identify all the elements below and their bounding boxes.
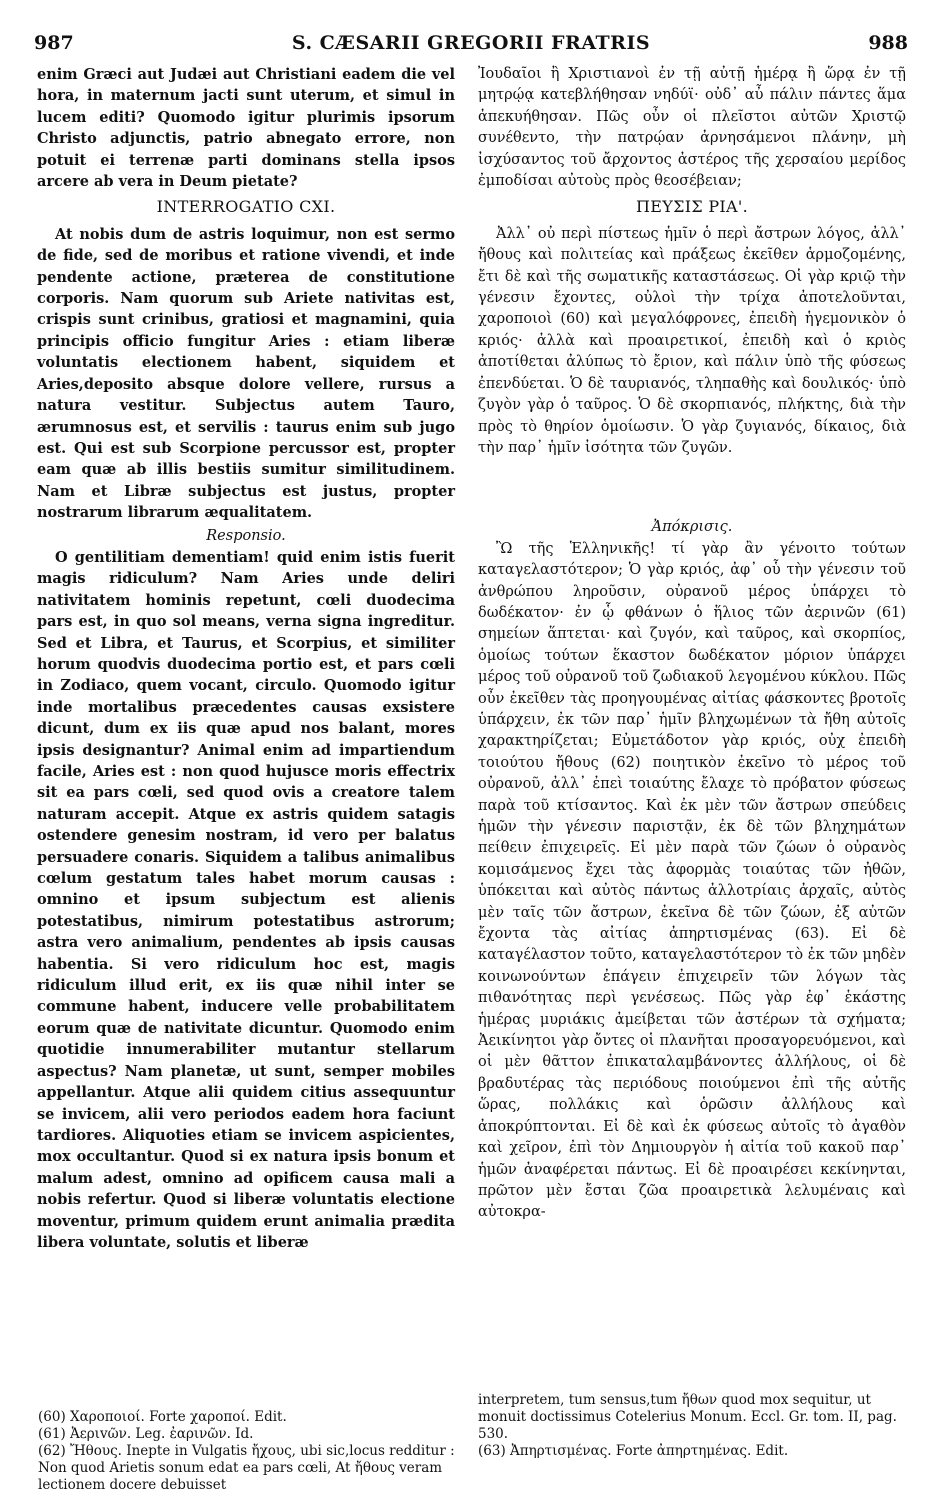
page-header	[34, 30, 908, 60]
footnotes-left	[38, 1409, 456, 1494]
latin-intro: enim Græci aut Judæi aut Christiani eadem die vel hora, in maternum jacti sunt uterum, et simul in lucem editi? Quomodo igitur plurimis ipsorum Christo adjunctis, patrio abnegato errore, non potuit ei terrenæ parti dominans stella ipsos arcere ab vera in Deum pietate?	[37, 66, 455, 191]
footnote-continuation: interpretem, tum sensus,tum ἤθων quod mox sequitur, ut monuit doctissimus Cotelerius Monum. Eccl. Gr. tom. II, pag. 530.	[478, 1392, 897, 1442]
footnote: (60) Χαροποιοί. Forte χαροποί. Edit.	[38, 1409, 287, 1425]
footnotes-right	[478, 1392, 906, 1460]
greek-intro: Ἰουδαῖοι ἢ Χριστιανοὶ ἐν τῇ αὐτῇ ἡμέρᾳ ἢ ὥρᾳ ἐν τῇ μητρῴᾳ κατεβλήθησαν νηδύϊ· οὐδ᾽ αὖ πάλιν πάντες ἅμα ἀπεκυήθησαν. Πῶς οὖν οἱ πλεῖστοι αὐτῶν Χριστῷ συνέθεντο, τὴν πατρῴαν ἀρνησάμενοι πλάνην, μὴ ἰσχύσαντος τοῦ ἄρχοντος ἀστέρος τῆς χερσαίου μερίδος ἐμποδίσαι αὐτοὺς πρὸς θεοσέβειαν;	[478, 66, 906, 190]
greek-response-text: Ὢ τῆς Ἑλληνικῆς! τί γὰρ ἂν γένοιτο τούτων καταγελαστότερον; Ὁ γὰρ κριός, ἀφ᾽ οὗ τὴν γένεσιν τοῦ ἀνθρώπου ληροῦσιν, οὐρανοῦ μέρος ὑπάρχει τὸ δωδέκατον· ἐν ᾧ φθάνων ὁ ἥλιος τῶν ἀερινῶν (61) σημείων ἅπτεται· καὶ ζυγόν, καὶ ταῦρος, καὶ σκορπίος, ὁμοίως τούτων ἕκαστον δωδέκατον μόριον ὑπάρχει μέρος τοῦ οὐρανοῦ τοῦ ζωδιακοῦ λεγομένου κύκλου. Πῶς οὖν ἐκεῖθεν τὰς προηγουμένας αἰτίας φάσκοντες βροτοῖς ὑπάρχειν, ἐκ τῶν παρ᾽ ἡμῖν βληχωμένων τὰ ἤθη αὐτοῖς χαρακτηρίζεται; Εὐμετάδοτον γὰρ κριός, οὐχ ἐπειδὴ τοιούτου ἤθους (62) ποιητικὸν ἐκεῖνο τὸ μέρος τοῦ οὐρανοῦ, ἀλλ᾽ ἐπεὶ τοιαύτης ἔλαχε τὸ πρόβατον φύσεως παρὰ τοῦ κτίσαντος. Καὶ ἐκ μὲν τῶν ἄστρων σπεύδεις ἡμῶν τὴν γένεσιν παριστᾷν, ἐκ δὲ τῶν βληχημάτων πείθειν ἐπιχειρεῖς. Εἰ μὲν παρὰ τῶν ζώων ὁ οὐρανὸς κομισάμενος ἔχει τὰς ἀφορμὰς τοιαύτας τῶν ἠθῶν, ὑπόκειται καὶ αὐτὸς πάντως ἀλλοτρίαις ἀρχαῖς, αὐτὸς μὲν ταῖς τῶν ἄστρων, ἐκεῖνα δὲ τῶν ζώων, ἐξ αὐτῶν ἔχοντα τὰς αἰτίας ἀπηρτισμένας (63). Εἰ δὲ καταγέλαστον τοῦτο, καταγελαστότερον τὸ ἐκ τῶν μηδὲν κοινωνούντων ἐπάγειν ἐπιχειρεῖν τῶν λόγων τὰς πιθανότητας περὶ γενέσεως. Πῶς γὰρ ἐφ᾽ ἑκάστης ἡμέρας μυριάκις ἀμείβεται τῶν ἀστέρων τὰ σχήματα; Ἀεικίνητοι γὰρ ὄντες οἱ πλανῆται προσαγορευόμενοι, καὶ οἱ μὲν θᾶττον ἐπικαταλαμβάνοντες ἀλλήλους, οἱ δὲ βραδυτέρας τὰς περιόδους ποιούμενοι ἐπὶ τῆς αὐτῆς ὥρας, πολλάκις καὶ ὁρῶσιν ἀλλήλους καὶ ἀποκρύπτονται. Εἰ δὲ καὶ ἐκ φύσεως αὐτοῖς τὸ ἀγαθὸν καὶ χεῖρον, ἐπὶ τὸν Δημιουργὸν ἡ αἰτία τοῦ κακοῦ παρ᾽ ἡμῶν ἀναφέρεται πάντως. Εἰ δὲ προαιρέσει κεκίνηνται, πρῶτον μὲν ἔσται ζῶα προαιρετικὰ λελυμέναις καὶ αὐτοκρα-	[478, 540, 906, 1221]
column-gap	[478, 459, 906, 515]
greek-question-heading: ΠΕΥΣΙΣ ΡΙΑ'.	[636, 197, 748, 217]
footnote: (61) Ἀεριvῶν. Leg. ἐαρινῶν. Id.	[38, 1426, 254, 1442]
latin-response-heading: Responsio.	[206, 527, 286, 544]
running-title: S. CÆSARII GREGORII FRATRIS	[291, 32, 651, 54]
greek-response-heading: Ἀπόκρισις.	[651, 519, 733, 536]
left-page-number: 987	[34, 32, 74, 54]
greek-question-text: Ἀλλ᾽ οὐ περὶ πίστεως ἡμῖν ὁ περὶ ἄστρων λόγος, ἀλλ᾽ ἤθους καὶ πολιτείας καὶ πράξεως ἐκεῖθεν ἁρμοζομένης, ἔτι δὲ καὶ τῆς σωματικῆς καταστάσεως. Οἱ γὰρ κριῷ τὴν γένεσιν ἔχοντες, οὐλοὶ τὴν τρίχα ἀποτελοῦνται, χαροποιοὶ (60) καὶ μεγαλόφρονες, ἐπειδὴ ἡγεμονικὸν ὁ κριός· ἀλλὰ καὶ προαιρετικοί, ἐπειδὴ καὶ ὁ κριὸς ἀποτίθεται ἀλύπως τὸ ἔριον, καὶ πάλιν ὑπὸ τῆς φύσεως ἐπενδύεται. Ὁ δὲ ταυριανός, τληπαθὴς καὶ δουλικός· ὑπὸ ζυγὸν γὰρ ὁ ταῦρος. Ὁ δὲ σκορπιανός, πλήκτης, διὰ τὴν πρὸς τὸ θηρίον ὁμοίωσιν. Ὁ γὰρ ζυγιανός, δίκαιος, διὰ τὴν παρ᾽ ἡμῖν ἰσότητα τῶν ζυγῶν.	[478, 225, 906, 456]
latin-question-heading: INTERROGATIO CXI.	[156, 197, 336, 217]
footnote: (62) Ἤθους. Inepte in Vulgatis ἤχους, ubi sic,locus redditur : Non quod Arietis sonum edat ea pars cœli, At ἤθους veram lectionem docere debuisset	[38, 1443, 455, 1493]
latin-response-text: O gentilitiam dementiam! quid enim istis fuerit magis ridiculum? Nam Aries unde deliri nativitatem hominis repetunt, cœli duodecima pars est, in quo sol means, verna signa ingreditur. Sed et Libra, et Taurus, et Scorpius, et similiter horum quodvis duodecima portio est, et pars cœli in Zodiaco, quem vocant, circulo. Quomodo igitur inde mortalibus præcedentes causas exsistere dicunt, dum ex iis quæ apud nos balant, mores ipsis designantur? Animal enim ad impartiendum facile, Aries est : non quod hujusce moris effectrix sit ea pars cœli, sed quod ovis a creatore talem naturam accepit. Atque ex astris quidem satagis ostendere genesim nostram, id vero per balatus persuadere conaris. Siquidem a talibus animalibus cœlum gestatum tales habet morum causas : omnino et ipsum subjectum est alienis potestatibus, nimirum potestatibus astrorum; astra vero animalium, pendentes ab ipsis causas habentia. Si vero ridiculum hoc est, magis ridiculum illud erit, ex iis quæ nihil inter se commune habent, inducere velle probabilitatem eorum quæ de nativitate dicuntur. Quomodo enim quotidie innumerabiliter mutantur stellarum aspectus? Nam planetæ, ut sunt, semper mobiles appellantur. Atque alii quidem citius assequuntur se invicem, alii vero periodos eadem hora faciunt tardiores. Aliquoties etiam se invicem aspicientes, mox occultantur. Quod si ex natura ipsis bonum et malum adest, omnino ad opificem causa mali a nobis refertur. Quod si liberæ voluntatis electione moventur, primum quidem erunt animalia prædita libera voluntate, solutis et liberæ	[37, 548, 455, 1251]
footnote: (63) Ἀπηρτισμένας. Forte ἀπηρτημένας. Edit.	[478, 1443, 789, 1459]
greek-column	[478, 64, 906, 1224]
latin-question-text: At nobis dum de astris loquimur, non est sermo de fide, sed de moribus et ratione vivendi, et inde pendente actione, præterea de constitutione corporis. Nam quorum sub Ariete nativitas est, crispis sunt crinibus, gratiosi et magnamini, quia principis officio fungitur Aries : etiam liberæ voluntatis electionem habent, siquidem et Aries,deposito absque dolore vellere, rursus a natura vestitur. Subjectus autem Tauro, ærumnosus est, et servilis : taurus enim sub jugo est. Qui est sub Scorpione percussor est, propter eam quæ ab illis bestiis sumitur similitudinem. Nam et Libræ subjectus est justus, propter nostrarum librarum æqualitatem.	[37, 225, 455, 522]
latin-column	[37, 64, 455, 1253]
right-page-number: 988	[868, 32, 908, 54]
